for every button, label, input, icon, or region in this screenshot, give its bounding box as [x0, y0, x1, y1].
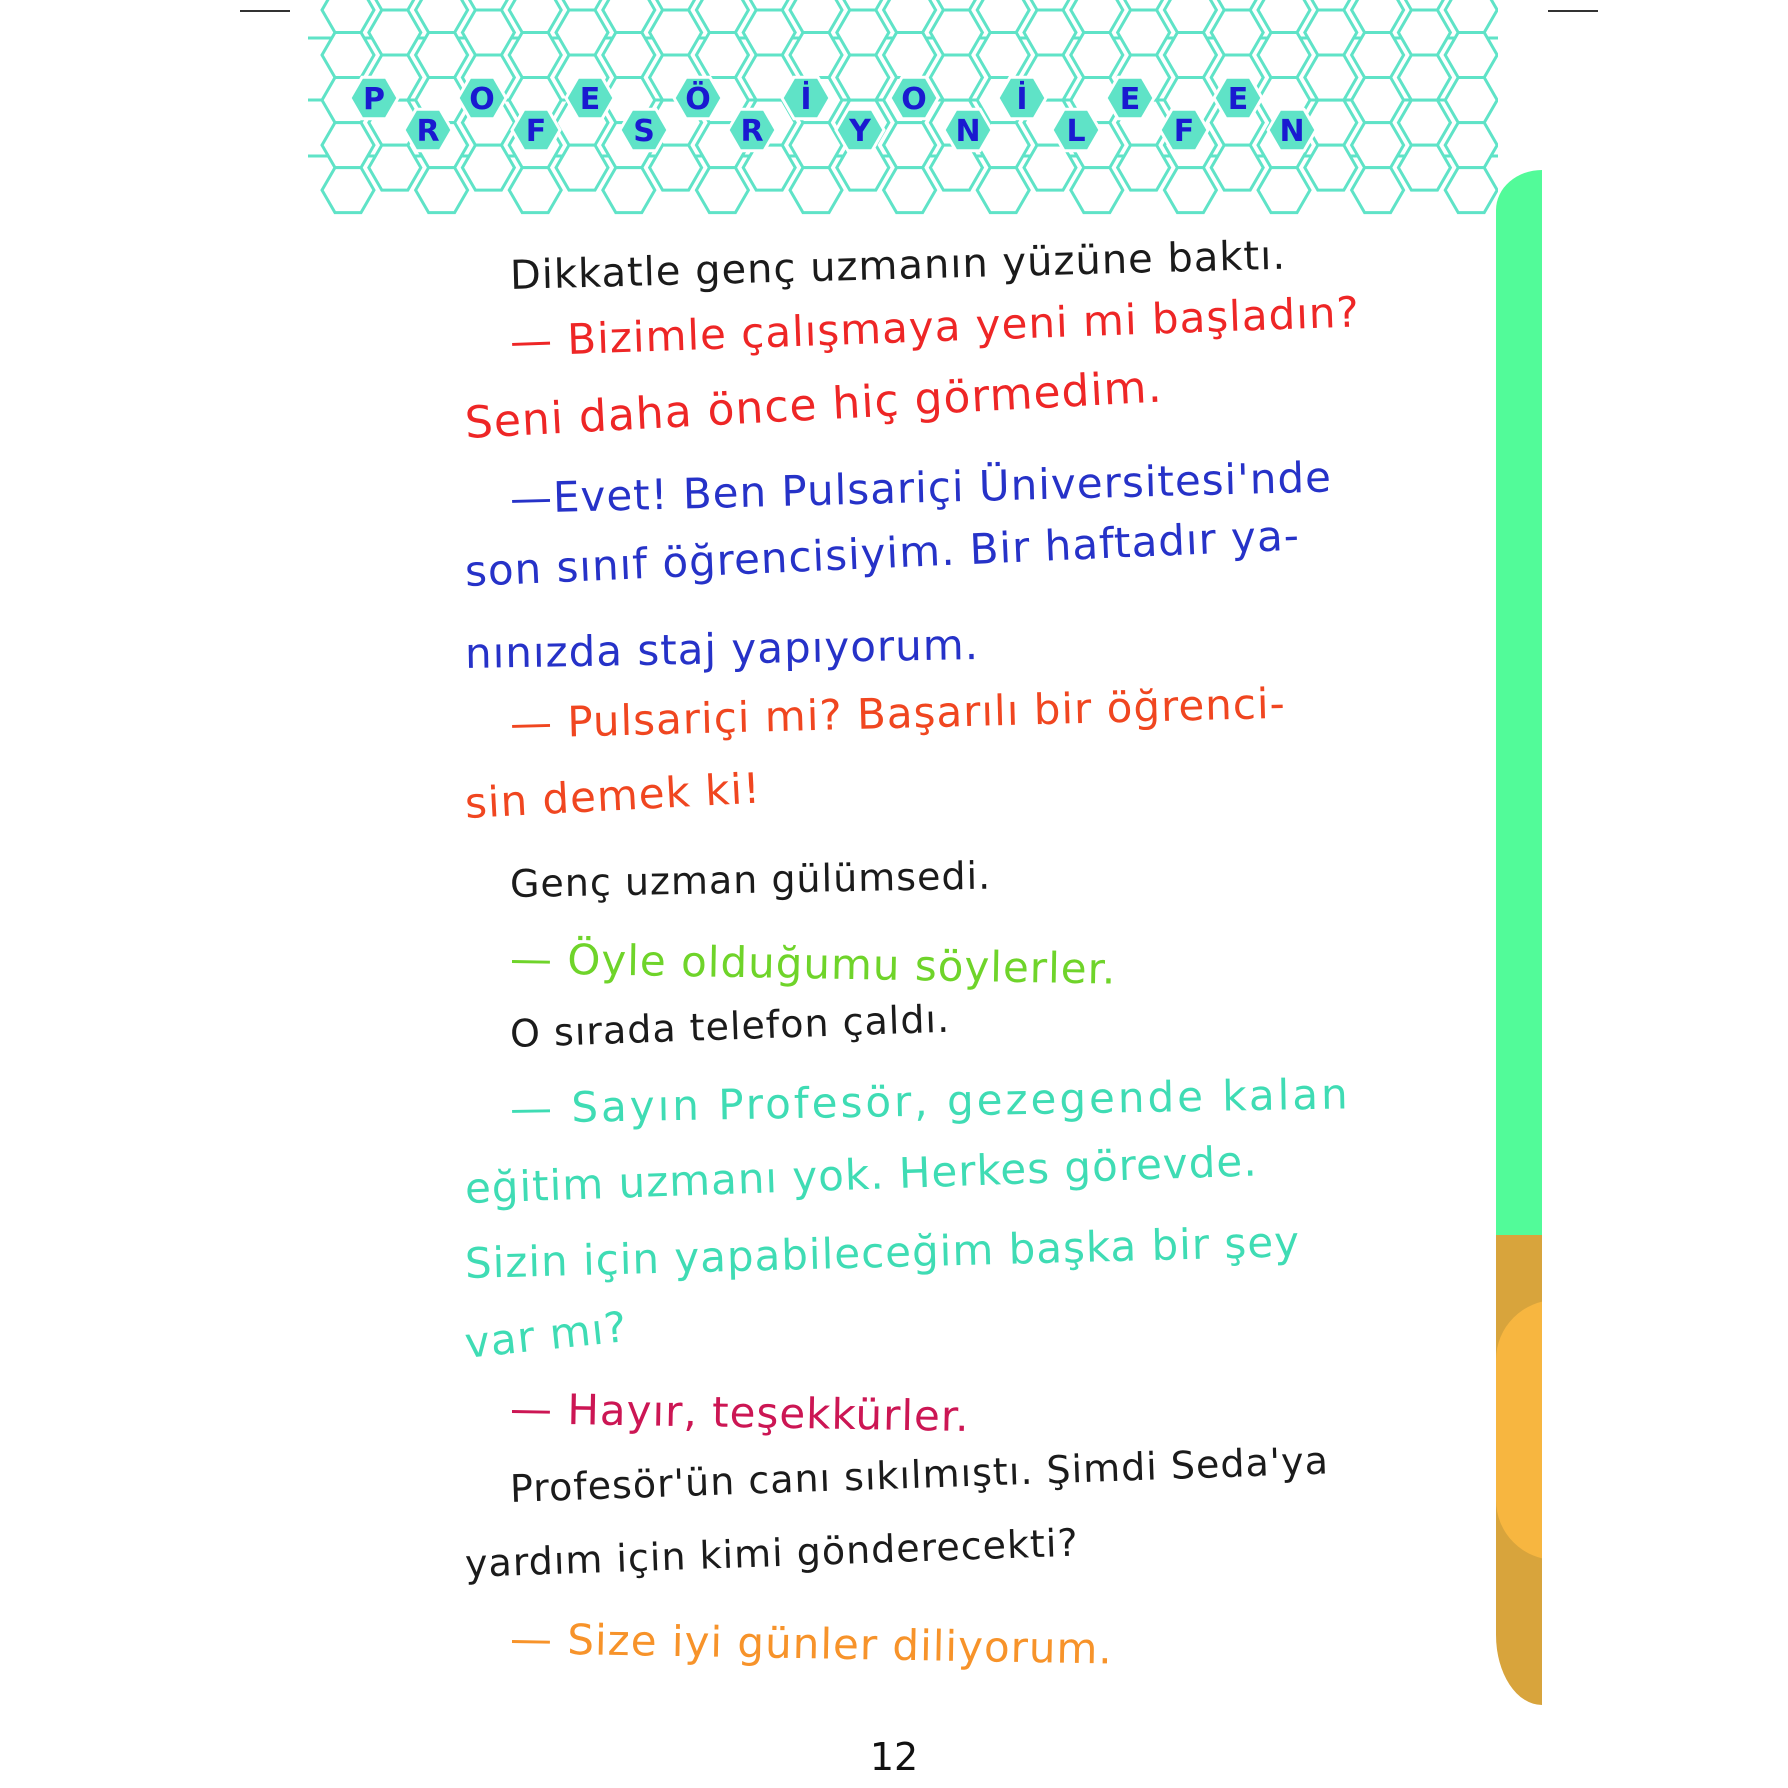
- banner-hexagon: [696, 168, 748, 213]
- story-line: —Evet! Ben Pulsariçi Üniversitesi'nde: [509, 452, 1333, 523]
- banner-hexagon: [1118, 10, 1170, 55]
- banner-hexagon: [790, 168, 842, 213]
- title-letter: İ: [800, 82, 812, 117]
- banner-hexagon: [509, 33, 561, 78]
- title-letter: L: [1066, 114, 1086, 149]
- story-line: Profesör'ün canı sıkılmıştı. Şimdi Seda'ya: [509, 1438, 1330, 1511]
- banner-hexagon: [416, 33, 468, 78]
- title-letter-tile: [728, 109, 776, 151]
- banner-hexagon: [650, 10, 702, 55]
- banner-hexagon: [1024, 10, 1076, 55]
- title-letter: N: [1279, 114, 1305, 149]
- banner-hexagon: [1071, 33, 1123, 78]
- banner-hexagon: [884, 168, 936, 213]
- banner-hexagon: [837, 10, 889, 55]
- banner-hexagon: [790, 33, 842, 78]
- banner-hexagon: [1398, 55, 1450, 100]
- story-line: Dikkatle genç uzmanın yüzüne baktı.: [509, 232, 1287, 299]
- title-letter: S: [633, 114, 655, 149]
- banner-hexagon: [1258, 168, 1310, 213]
- title-letter-tile: [1052, 109, 1100, 151]
- banner-hexagon: [509, 168, 561, 213]
- banner-hexagon: [322, 123, 374, 168]
- title-letter: E: [579, 82, 601, 117]
- banner-hexagon: [603, 33, 655, 78]
- story-line: — Pulsariçi mi? Başarılı bir öğrenci-: [509, 678, 1287, 748]
- banner-hexagon: [790, 123, 842, 168]
- banner-hexagon: [884, 0, 936, 33]
- story-line: Genç uzman gülümsedi.: [509, 853, 992, 906]
- banner-hexagon: [1445, 0, 1497, 33]
- story-line: var mı?: [462, 1302, 630, 1368]
- banner-hexagon: [977, 168, 1029, 213]
- title-letter-tile: [404, 109, 452, 151]
- banner-hexagon: [930, 55, 982, 100]
- title-letter: N: [955, 114, 981, 149]
- banner-hexagon: [1118, 145, 1170, 190]
- banner-hexagon: [1258, 0, 1310, 33]
- story-line: Seni daha önce hiç görmedim.: [463, 361, 1164, 449]
- story-line: — Öyle olduğumu söylerler.: [509, 934, 1117, 994]
- side-strip-green: [1496, 170, 1542, 1235]
- title-letter-tile: [350, 77, 398, 119]
- title-letter: O: [901, 82, 927, 117]
- banner-hexagon: [1445, 78, 1497, 123]
- title-letter: Y: [849, 114, 871, 149]
- banner-hexagon: [930, 10, 982, 55]
- title-letter: F: [525, 114, 547, 149]
- title-letter-tile: [836, 109, 884, 151]
- banner-hexagon: [1305, 10, 1357, 55]
- title-letter: Ö: [685, 82, 711, 117]
- title-letter: P: [363, 82, 385, 117]
- banner-hexagon: [462, 10, 514, 55]
- side-decoration-strip: [1496, 170, 1542, 1705]
- title-letter: R: [416, 114, 440, 149]
- banner-hexagon: [1164, 0, 1216, 33]
- banner-hexagon: [790, 0, 842, 33]
- title-letter-tile: [674, 77, 722, 119]
- banner-hexagon: [603, 168, 655, 213]
- banner-hexagon: [322, 33, 374, 78]
- title-letter-tile: [566, 77, 614, 119]
- story-line: Sizin için yapabileceğim başka bir şey: [464, 1217, 1301, 1288]
- title-letter-tile: [620, 109, 668, 151]
- title-letter-tile: [1214, 77, 1262, 119]
- story-line: nınızda staj yapıyorum.: [464, 620, 980, 678]
- banner-hexagon: [1071, 0, 1123, 33]
- banner-hexagon: [977, 33, 1029, 78]
- banner-hexagon: [743, 10, 795, 55]
- banner-hexagon: [369, 145, 421, 190]
- banner-hexagon: [977, 0, 1029, 33]
- title-letter: E: [1119, 82, 1141, 117]
- banner-hexagon: [650, 145, 702, 190]
- title-letter: F: [1173, 114, 1195, 149]
- banner-hexagon: [1258, 33, 1310, 78]
- banner-hexagon: [1352, 33, 1404, 78]
- side-strip-gold-highlight: [1496, 1300, 1542, 1560]
- title-letter-tile: [1160, 109, 1208, 151]
- story-line: yardım için kimi gönderecekti?: [464, 1520, 1080, 1586]
- banner-hexagon: [696, 0, 748, 33]
- title-letter: E: [1227, 82, 1249, 117]
- banner-hexagon: [884, 123, 936, 168]
- banner-hexagon: [556, 10, 608, 55]
- banner-hexagon: [1398, 100, 1450, 145]
- banner-hexagon: [1305, 145, 1357, 190]
- banner-hexagon: [1398, 145, 1450, 190]
- banner-hexagon: [1398, 10, 1450, 55]
- banner-hexagon: [1445, 168, 1497, 213]
- banner-hexagon: [1352, 78, 1404, 123]
- title-letter-tile: [782, 77, 830, 119]
- title-letter-tile: [890, 77, 938, 119]
- title-letter-tile: [512, 109, 560, 151]
- banner-hexagon: [1164, 33, 1216, 78]
- story-line: eğitim uzmanı yok. Herkes görevde.: [464, 1136, 1259, 1213]
- banner-hexagon: [322, 0, 374, 33]
- banner-hexagon: [509, 0, 561, 33]
- story-line: — Hayır, teşekkürler.: [509, 1384, 971, 1442]
- banner-hexagon: [1071, 168, 1123, 213]
- title-letter-tile: [458, 77, 506, 119]
- banner-hexagon: [322, 168, 374, 213]
- banner-hexagon: [1352, 123, 1404, 168]
- banner-hexagon: [416, 0, 468, 33]
- banner-hexagon: [1164, 168, 1216, 213]
- banner-hexagon: [1211, 145, 1263, 190]
- banner-hexagon: [369, 10, 421, 55]
- hexagon-title-banner: [308, 0, 1498, 215]
- page-number: 12: [869, 1735, 919, 1779]
- banner-hexagon: [1352, 0, 1404, 33]
- banner-hexagon: [1445, 123, 1497, 168]
- story-line: — Size iyi günler diliyorum.: [509, 1614, 1114, 1674]
- title-letter-tile: [944, 109, 992, 151]
- crop-mark-right: [1548, 10, 1598, 12]
- title-letter: R: [740, 114, 764, 149]
- banner-hexagon: [1211, 10, 1263, 55]
- story-line: O sırada telefon çaldı.: [509, 996, 951, 1056]
- banner-hexagon: [462, 145, 514, 190]
- banner-hexagon: [1305, 55, 1357, 100]
- story-line: sin demek ki!: [463, 763, 763, 828]
- story-line: — Bizimle çalışmaya yeni mi başladın?: [509, 287, 1361, 366]
- title-letter-tile: [998, 77, 1046, 119]
- banner-hexagon: [837, 55, 889, 100]
- banner-hexagon: [556, 145, 608, 190]
- banner-hexagon: [1445, 33, 1497, 78]
- title-letter: İ: [1016, 82, 1028, 117]
- title-letter: O: [469, 82, 495, 117]
- title-letter-tile: [1106, 77, 1154, 119]
- title-letter-tile: [1268, 109, 1316, 151]
- banner-hexagon: [1352, 168, 1404, 213]
- story-line: — Sayın Profesör, gezegende kalan: [509, 1069, 1352, 1133]
- banner-hexagon: [884, 33, 936, 78]
- banner-hexagon: [416, 168, 468, 213]
- crop-mark-left: [240, 10, 290, 12]
- story-line: son sınıf öğrencisiyim. Bir haftadır ya-: [463, 510, 1301, 596]
- banner-hexagon: [696, 33, 748, 78]
- banner-hexagon: [603, 0, 655, 33]
